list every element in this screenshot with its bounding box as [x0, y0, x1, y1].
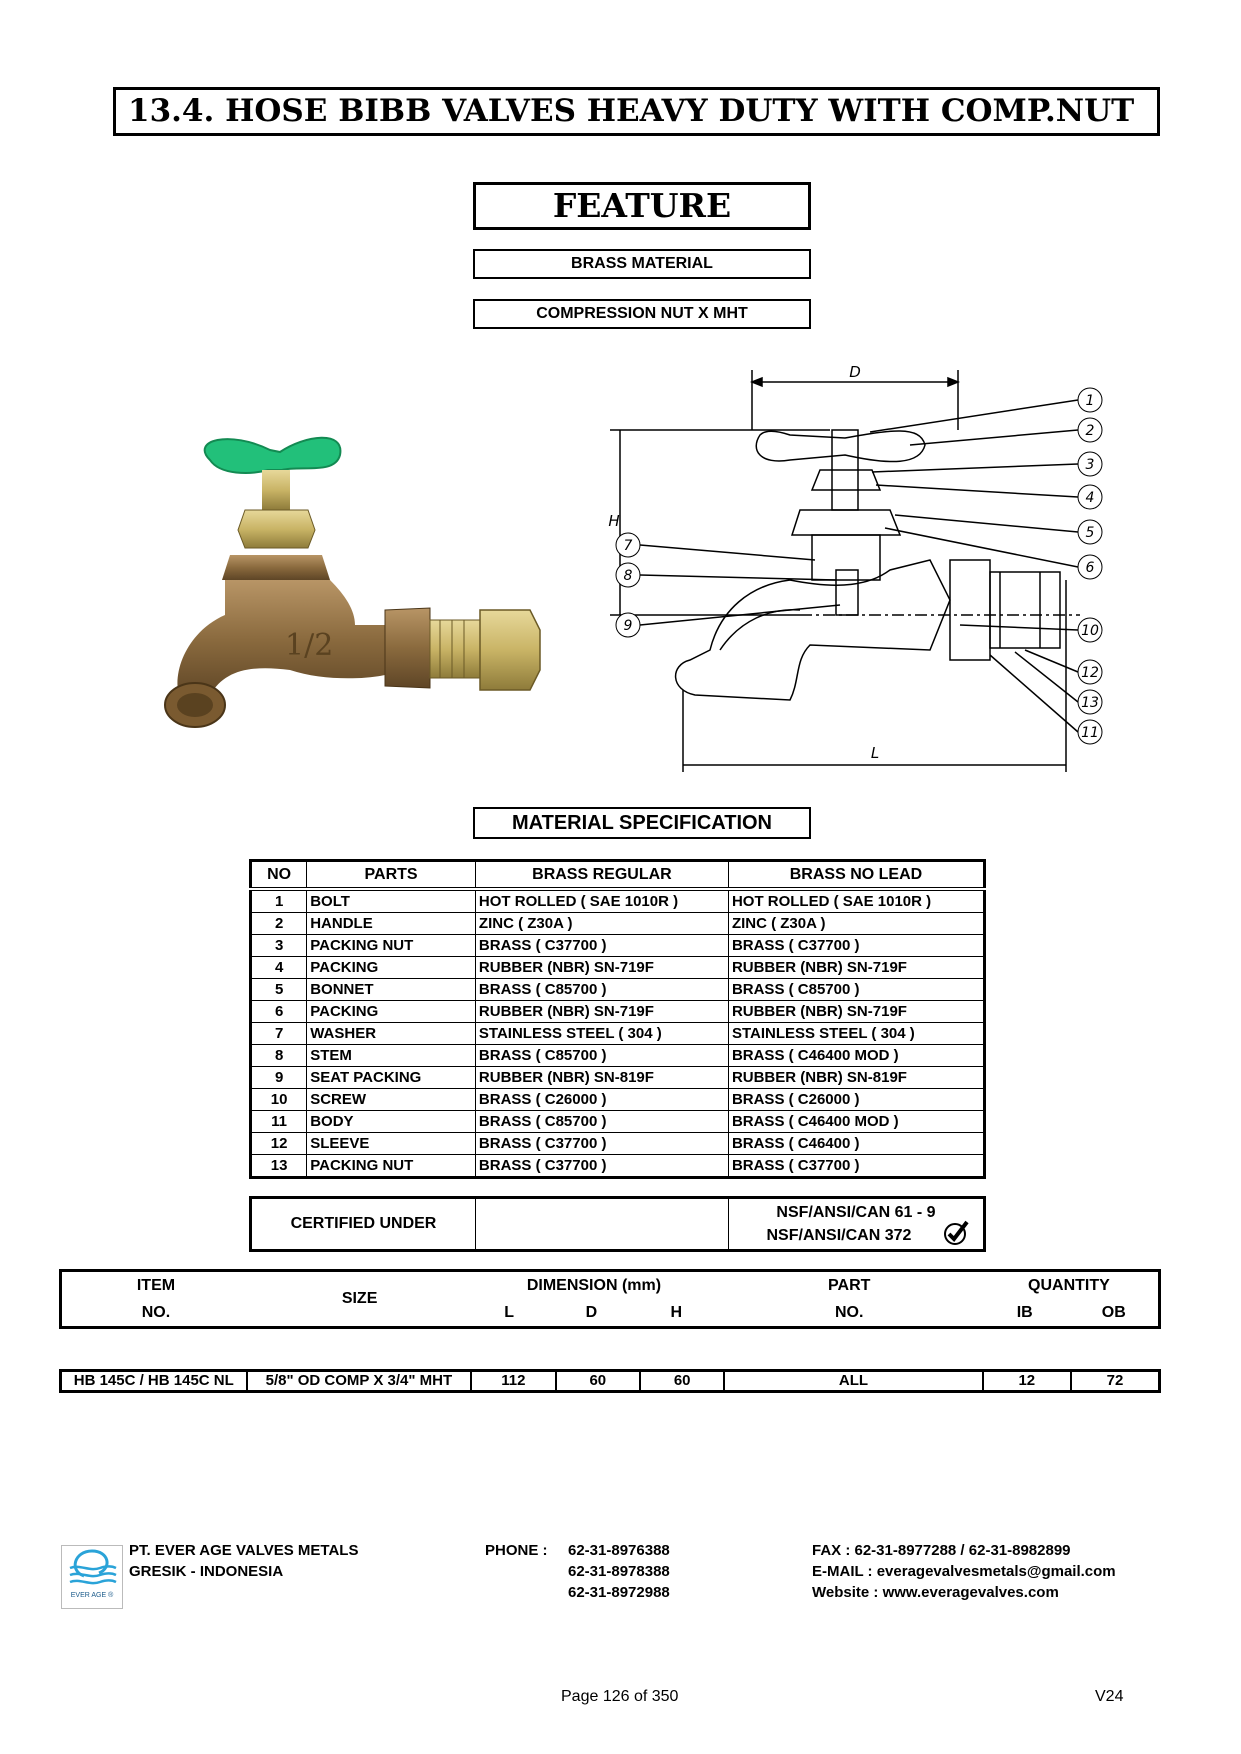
cert-standard-61: NSF/ANSI/CAN 61 - 9: [776, 1204, 936, 1221]
row-brass-regular: ZINC ( Z30A ): [475, 913, 728, 935]
row-brass-regular: RUBBER (NBR) SN-719F: [475, 957, 728, 979]
certified-under-label: CERTIFIED UNDER: [251, 1198, 476, 1251]
company-location: GRESIK - INDONESIA: [129, 1563, 284, 1580]
row-brass-regular: RUBBER (NBR) SN-719F: [475, 1001, 728, 1023]
row-brass-no-lead: BRASS ( C46400 ): [728, 1133, 984, 1155]
row-brass-regular: BRASS ( C85700 ): [475, 1111, 728, 1133]
company-info: [129, 1540, 358, 1582]
table-row: [251, 913, 985, 935]
row-part: PACKING NUT: [307, 1155, 476, 1178]
callout-7: 7: [623, 538, 633, 554]
callout-8: 8: [623, 568, 633, 584]
row-h: 60: [640, 1371, 724, 1392]
callout-13: 13: [1081, 695, 1099, 711]
row-brass-no-lead: BRASS ( C46400 MOD ): [728, 1111, 984, 1133]
row-part: PACKING: [307, 957, 476, 979]
row-brass-no-lead: RUBBER (NBR) SN-819F: [728, 1067, 984, 1089]
header-quantity: QUANTITY: [1028, 1276, 1110, 1294]
feature-item: COMPRESSION NUT X MHT: [473, 299, 811, 329]
phone-number: 62-31-8976388: [568, 1542, 670, 1559]
callout-1: 1: [1085, 393, 1095, 409]
row-no: 2: [251, 913, 307, 935]
header-size: SIZE: [341, 1290, 378, 1307]
row-no: 5: [251, 979, 307, 1001]
row-part: BONNET: [307, 979, 476, 1001]
callout-2: 2: [1085, 423, 1095, 439]
row-brass-no-lead: BRASS ( C26000 ): [728, 1089, 984, 1111]
col-brass-regular: BRASS REGULAR: [475, 861, 728, 890]
row-part: BOLT: [307, 889, 476, 913]
material-spec-table: [249, 859, 986, 1179]
row-brass-regular: BRASS ( C85700 ): [475, 979, 728, 1001]
technical-diagram: [600, 360, 1140, 780]
table-row: [251, 1111, 985, 1133]
feature-item: BRASS MATERIAL: [473, 249, 811, 279]
row-brass-regular: HOT ROLLED ( SAE 1010R ): [475, 889, 728, 913]
company-name: PT. EVER AGE VALVES METALS: [129, 1542, 359, 1559]
material-spec-heading: MATERIAL SPECIFICATION: [473, 807, 811, 839]
row-no: 9: [251, 1067, 307, 1089]
checkmark-icon: [943, 1220, 969, 1246]
row-part: BODY: [307, 1111, 476, 1133]
certification-table: [249, 1196, 986, 1252]
callout-5: 5: [1085, 525, 1095, 541]
row-part: PACKING: [307, 1001, 476, 1023]
version-label: V24: [1095, 1688, 1124, 1705]
cert-standard-372: NSF/ANSI/CAN 372: [766, 1227, 912, 1244]
dim-label-h: H: [608, 512, 620, 530]
email-address: E-MAIL : everagevalvesmetals@gmail.com: [812, 1563, 1116, 1580]
table-row: [251, 979, 985, 1001]
header-l: L: [504, 1303, 515, 1321]
feature-heading: FEATURE: [473, 182, 811, 230]
header-part-no: NO.: [835, 1303, 864, 1321]
row-part: PACKING NUT: [307, 935, 476, 957]
company-logo: [61, 1545, 123, 1609]
row-no: 4: [251, 957, 307, 979]
table-row: [251, 1045, 985, 1067]
header-part: PART: [828, 1276, 871, 1294]
row-brass-no-lead: BRASS ( C46400 MOD ): [728, 1045, 984, 1067]
valve-marking: 1/2: [285, 628, 334, 663]
row-brass-no-lead: STAINLESS STEEL ( 304 ): [728, 1023, 984, 1045]
row-brass-no-lead: BRASS ( C37700 ): [728, 1155, 984, 1178]
phone-label: PHONE :: [485, 1542, 548, 1559]
row-brass-regular: BRASS ( C85700 ): [475, 1045, 728, 1067]
row-brass-regular: BRASS ( C26000 ): [475, 1089, 728, 1111]
cert-standards: [728, 1198, 984, 1251]
row-brass-no-lead: BRASS ( C37700 ): [728, 935, 984, 957]
logo-text: EVER AGE ®: [70, 1592, 114, 1599]
row-no: 8: [251, 1045, 307, 1067]
row-brass-regular: BRASS ( C37700 ): [475, 935, 728, 957]
row-part: STEM: [307, 1045, 476, 1067]
row-item: HB 145C / HB 145C NL: [61, 1371, 247, 1392]
table-row: [61, 1371, 1160, 1392]
row-brass-no-lead: HOT ROLLED ( SAE 1010R ): [728, 889, 984, 913]
row-brass-regular: BRASS ( C37700 ): [475, 1133, 728, 1155]
row-part: ALL: [724, 1371, 982, 1392]
row-no: 11: [251, 1111, 307, 1133]
row-brass-no-lead: ZINC ( Z30A ): [728, 913, 984, 935]
page-title: 13.4. HOSE BIBB VALVES HEAVY DUTY WITH COMP.NUT: [113, 87, 1160, 136]
row-ob: 72: [1071, 1371, 1160, 1392]
row-no: 10: [251, 1089, 307, 1111]
product-photo: [130, 430, 550, 750]
callout-12: 12: [1081, 665, 1099, 681]
col-parts: PARTS: [307, 861, 476, 890]
table-row: [251, 957, 985, 979]
callout-10: 10: [1081, 623, 1099, 639]
row-ib: 12: [983, 1371, 1071, 1392]
header-h: H: [670, 1303, 683, 1321]
header-dimension: DIMENSION (mm): [526, 1276, 662, 1294]
header-ob: OB: [1101, 1303, 1126, 1321]
row-brass-regular: BRASS ( C37700 ): [475, 1155, 728, 1178]
fax-number: FAX : 62-31-8977288 / 62-31-8982899: [812, 1542, 1071, 1559]
row-part: WASHER: [307, 1023, 476, 1045]
contact-info: [812, 1540, 1116, 1603]
col-no: NO: [251, 861, 307, 890]
callout-11: 11: [1081, 725, 1099, 741]
callout-9: 9: [623, 618, 633, 634]
dim-label-d: D: [849, 363, 861, 381]
table-row: [251, 1089, 985, 1111]
table-row: [251, 1133, 985, 1155]
product-dimension-row: [59, 1369, 1161, 1393]
table-row: [251, 1023, 985, 1045]
row-brass-no-lead: RUBBER (NBR) SN-719F: [728, 1001, 984, 1023]
row-size: 5/8" OD COMP X 3/4" MHT: [247, 1371, 472, 1392]
row-part: SCREW: [307, 1089, 476, 1111]
header-item: ITEM: [136, 1276, 176, 1294]
callout-6: 6: [1085, 560, 1095, 576]
row-brass-no-lead: BRASS ( C85700 ): [728, 979, 984, 1001]
page-number: Page 126 of 350: [561, 1688, 679, 1705]
dim-label-l: L: [870, 744, 880, 762]
row-part: SLEEVE: [307, 1133, 476, 1155]
row-d: 60: [556, 1371, 640, 1392]
row-no: 3: [251, 935, 307, 957]
header-item-no: NO.: [141, 1303, 171, 1321]
header-d: D: [585, 1303, 598, 1321]
callout-4: 4: [1085, 490, 1095, 506]
row-no: 6: [251, 1001, 307, 1023]
cert-empty-cell: [475, 1198, 728, 1251]
header-ib: IB: [1016, 1303, 1033, 1321]
row-brass-regular: STAINLESS STEEL ( 304 ): [475, 1023, 728, 1045]
logo-wave-icon: [64, 1546, 120, 1586]
phone-numbers: [568, 1540, 670, 1603]
phone-number: 62-31-8978388: [568, 1563, 670, 1580]
row-no: 12: [251, 1133, 307, 1155]
row-brass-regular: RUBBER (NBR) SN-819F: [475, 1067, 728, 1089]
callout-3: 3: [1085, 457, 1095, 473]
phone-number: 62-31-8972988: [568, 1584, 670, 1601]
dimension-header-table: [59, 1269, 1161, 1329]
row-part: SEAT PACKING: [307, 1067, 476, 1089]
row-brass-no-lead: RUBBER (NBR) SN-719F: [728, 957, 984, 979]
table-row: [251, 889, 985, 913]
table-row: [251, 1067, 985, 1089]
col-brass-no-lead: BRASS NO LEAD: [728, 861, 984, 890]
row-no: 7: [251, 1023, 307, 1045]
table-row: [251, 1155, 985, 1178]
table-row: [251, 1001, 985, 1023]
row-no: 13: [251, 1155, 307, 1178]
table-row: [251, 935, 985, 957]
website: Website : www.everagevalves.com: [812, 1584, 1059, 1601]
row-part: HANDLE: [307, 913, 476, 935]
row-l: 112: [471, 1371, 555, 1392]
row-no: 1: [251, 889, 307, 913]
